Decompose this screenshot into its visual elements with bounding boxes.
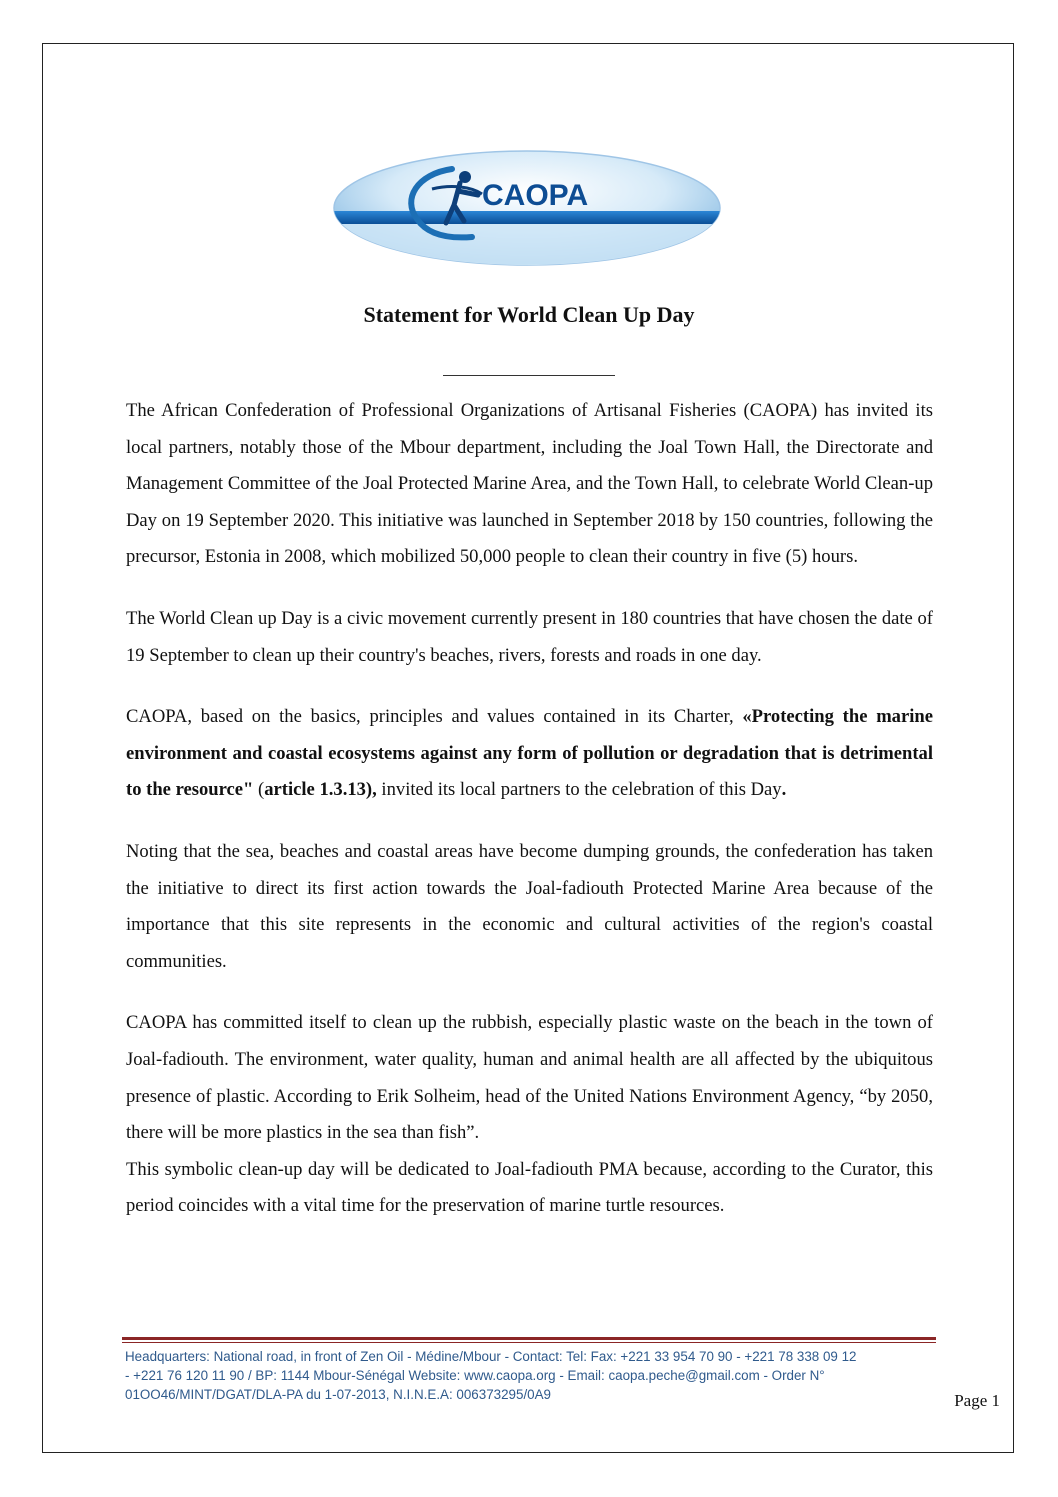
footer-line-1: Headquarters: National road, in front of Zen Oil - Médine/Mbour - Contact: Tel: Fax: +221 33 954 70 90 - +221 78 338 09 12 bbox=[125, 1349, 857, 1364]
footer-line-2: - +221 76 120 11 90 / BP: 1144 Mbour-Sénégal Website: www.caopa.org - Email: caopa.peche@gmail.com - Order N° bbox=[125, 1368, 825, 1383]
footer-divider-thin bbox=[122, 1342, 936, 1343]
paragraph-4: Noting that the sea, beaches and coastal areas have become dumping grounds, the confederation has taken the initiative to direct its first action towards the Joal-fadiouth Protected Marine Area because of the importance that this site represents in the economic and cultural activities of the region's coastal communities. bbox=[126, 840, 933, 972]
paragraph-3-paren: ( bbox=[253, 779, 265, 801]
paragraph-3-ending: invited its local partners to the celebration of this Day bbox=[376, 779, 782, 801]
charter-quote: «Protecting the marine environment and coastal ecosystems against any form of pollution or degradation that is detrimental to the resource" bbox=[126, 706, 933, 801]
document-title: Statement for World Clean Up Day bbox=[363, 302, 695, 327]
document-body bbox=[126, 393, 933, 1225]
footer-line-3: 01OO46/MINT/DGAT/DLA-PA du 1-07-2013, N.I.N.E.A: 006373295/0A9 bbox=[125, 1387, 551, 1402]
paragraph-3-intro: CAOPA, based on the basics, principles and values contained in its Charter, bbox=[126, 706, 743, 728]
paragraph-3 bbox=[126, 699, 933, 809]
logo-text: CAOPA bbox=[482, 179, 589, 212]
title-underline bbox=[443, 375, 615, 376]
paragraph-6: This symbolic clean-up day will be dedicated to Joal-fadiouth PMA because, according to the Curator, this period coincides with a vital time for the preservation of marine turtle resources. bbox=[126, 1158, 933, 1217]
page-number: Page 1 bbox=[954, 1391, 1000, 1410]
paragraph-2: The World Clean up Day is a civic movement currently present in 180 countries that have chosen the date of 19 September to clean up their country's beaches, rivers, forests and roads in one day. bbox=[126, 607, 933, 666]
paragraph-3-period: . bbox=[781, 779, 787, 801]
paragraph-1: The African Confederation of Professional Organizations of Artisanal Fisheries (CAOPA) has invited its local partners, notably those of the Mbour department, including the Joal Town Hall, the Directorate and Management Committee of the Joal Protected Marine Area, and the Town Hall, to celebrate World Clean-up Day on 19 September 2020. This initiative was launched in September 2018 by 150 countries, following the precursor, Estonia in 2008, which mobilized 50,000 people to clean their country in five (5) hours. bbox=[126, 400, 933, 568]
caopa-logo bbox=[332, 149, 722, 267]
article-reference: article 1.3.13), bbox=[264, 779, 377, 801]
footer-divider-thick bbox=[122, 1337, 936, 1340]
paragraph-5: CAOPA has committed itself to clean up the rubbish, especially plastic waste on the beach in the town of Joal-fadiouth. The environment, water quality, human and animal health are all affected by the ubiquitous presence of plastic. According to Erik Solheim, head of the United Nations Environment Agency, “by 2050, there will be more plastics in the sea than fish”. bbox=[126, 1012, 933, 1144]
footer-contact bbox=[125, 1347, 945, 1404]
